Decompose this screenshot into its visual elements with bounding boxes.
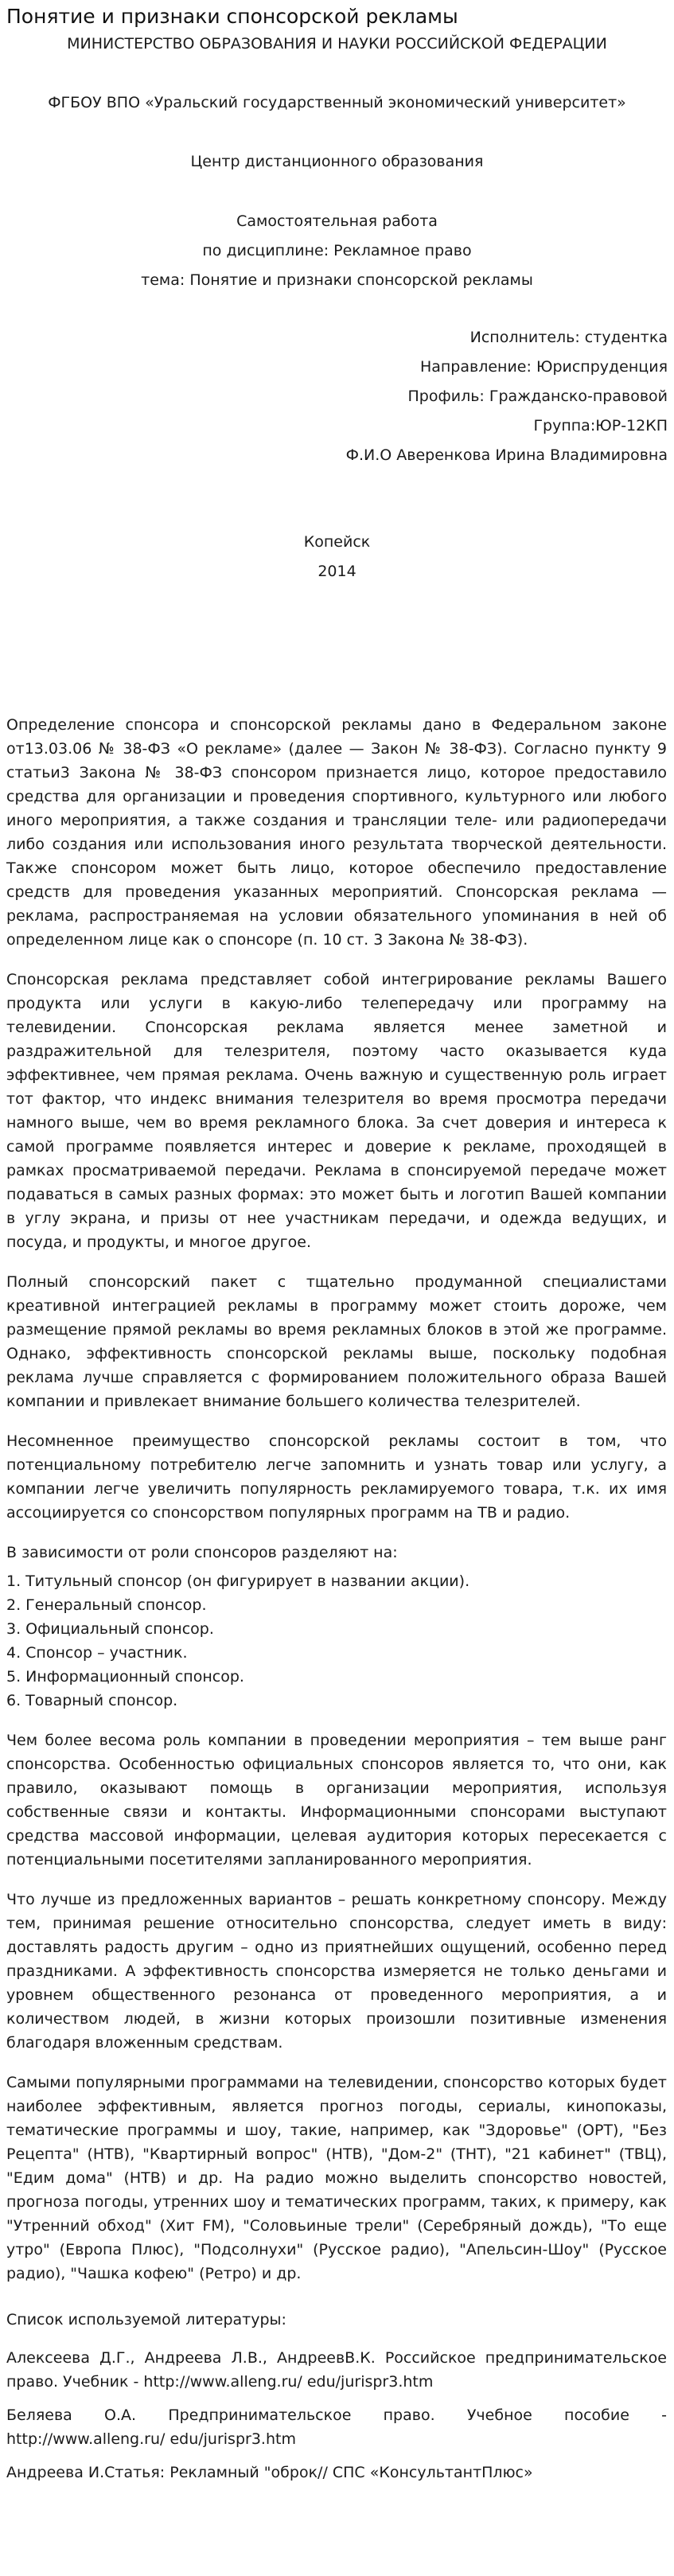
profile-line: Профиль: Гражданско-правовой — [407, 388, 668, 405]
paragraph: В зависимости от роли спонсоров разделяют на: — [6, 1544, 398, 1561]
discipline-line: по дисциплине: Рекламное право — [202, 242, 472, 259]
list-item: 2. Генеральный спонсор. — [6, 1596, 207, 1614]
ministry-line: МИНИСТЕРСТВО ОБРАЗОВАНИЯ И НАУКИ РОССИЙСКОЙ ФЕДЕРАЦИИ — [67, 35, 607, 53]
direction-line: Направление: Юриспруденция — [419, 358, 668, 376]
main-text — [6, 713, 667, 2301]
list-item: 3. Официальный спонсор. — [6, 1620, 214, 1638]
list-item: 4. Спонсор – участник. — [6, 1644, 188, 1662]
fio-line: Ф.И.О Аверенкова Ирина Владимировна — [345, 446, 668, 464]
document-title: Понятие и признаки спонсорской рекламы — [6, 5, 458, 28]
reference-item: Андреева И.Статья: Рекламный "оброк// СПС «КонсультантПлюс» — [6, 2464, 533, 2481]
center-line: Центр дистанционного образования — [190, 153, 484, 170]
paragraph: Несомненное преимущество спонсорской рекламы состоит в том, что потенциальному потребителю легче запомнить и узнать товар или услугу, а компании легче увеличить популярность рекламируемого товара, т.к. их имя ассоциируется со спонсорством популярных программ на ТВ и радио. — [6, 1432, 667, 1522]
paragraph: Самыми популярными программами на телевидении, спонсорство которых будет наиболее эффективным, является прогноз погоды, сериалы, кинопоказы, тематические программы и шоу, такие, например, как "Здоровье" (ОРТ), "Без Рецепта" (НТВ), "Квартирный вопрос" (НТВ), "Дом-2" (ТНТ), "21 кабинет" (ТВЦ), "Едим дома" (НТВ) и др. На радио можно выделить спонсорство новостей, прогноза погоды, утренних шоу и тематических программ, таких, к примеру, как "Утренний обход" (Хит FM), "Соловьиные трели" (Серебряный дождь), "То еще утро" (Европа Плюс), "Подсолнухи" (Русское радио), "Апельсин-Шоу" (Русское радио), "Чашка кофею" (Ретро) и др. — [6, 2074, 667, 2282]
list-item: 5. Информационный спонсор. — [6, 1668, 244, 1686]
paragraph: Спонсорская реклама представляет собой интегрирование рекламы Вашего продукта или услуги в какую-либо телепередачу или программу на телевидении. Спонсорская реклама является менее заметной и раздражительной для телезрителя, поэтому часто оказывается куда эффективнее, чем прямая реклама. Очень важную и существенную роль играет тот фактор, что индекс внимания телезрителя во время просмотра передачи намного выше, чем во время рекламного блока. За счет доверия и интереса к самой программе появляется интерес и доверие к рекламе, проходящей в рамках просматриваемой передачи. Реклама в спонсируемой передаче может подаваться в самых разных формах: это может быть и логотип Вашей компании в углу экрана, и призы от нее участникам передачи, и одежда ведущих, и посуда, и продукты, и многое другое. — [6, 971, 667, 1251]
topic-line: тема: Понятие и признаки спонсорской рекламы — [141, 271, 533, 289]
paragraph: Полный спонсорский пакет с тщательно продуманной специалистами креативной интеграцией рекламы в программу может стоить дороже, чем размещение прямой рекламы во время рекламных блоков в этой же программе. Однако, эффективность спонсорской рекламы выше, поскольку подобная реклама лучше справляется с формированием положительного образа Вашей компании и привлекает внимание большего количества телезрителей. — [6, 1273, 667, 1410]
references-section — [6, 2308, 667, 2494]
executor-line: Исполнитель: студентка — [469, 329, 668, 346]
reference-item: Алексеева Д.Г., Андреева Л.В., АндреевВ.К. Российское предпринимательское право. Учебник - http://www.alleng.ru/ edu/jurispr3.htm — [6, 2349, 667, 2391]
paragraph: Определение спонсора и спонсорской рекламы дано в Федеральном законе от13.03.06 № 38-ФЗ «О рекламе» (далее — Закон № 38-ФЗ). Согласно пункту 9 статьи3 Закона № 38-ФЗ спонсором признается лицо, которое предоставило средства для организации и проведения спортивного, культурного или любого иного мероприятия, а также создания и трансляции теле- или радиопередачи либо создания или использования иного результата творческой деятельности. Также спонсором может быть лицо, которое обеспечило предоставление средств для проведения указанных мероприятий. Спонсорская реклама — реклама, распространяемая на условии обязательного упоминания в ней об определенном лице как о спонсоре (п. 10 ст. 3 Закона № 38-ФЗ). — [6, 716, 667, 949]
reference-item: Беляева О.А. Предпринимательское право. Учебное пособие - http://www.alleng.ru/ edu/jurispr3.htm — [6, 2406, 667, 2448]
references-title: Список используемой литературы: — [6, 2311, 286, 2329]
list-item: 6. Товарный спонсор. — [6, 1692, 178, 1709]
city-line: Копейск — [303, 533, 371, 551]
university-line: ФГБОУ ВПО «Уральский государственный экономический университет» — [48, 94, 626, 111]
paragraph: Чем более весома роль компании в проведении мероприятия – тем выше ранг спонсорства. Особенностью официальных спонсоров является то, что они, как правило, оказывают помощь в организации мероприятия, используя собственные связи и контакты. Информационными спонсорами выступают средства массовой информации, целевая аудитория которых пересекается с потенциальными посетителями запланированного мероприятия. — [6, 1732, 667, 1869]
year-line: 2014 — [318, 563, 356, 580]
work-type-line: Самостоятельная работа — [236, 212, 438, 230]
group-line: Группа:ЮР-12КП — [533, 417, 668, 435]
paragraph: Что лучше из предложенных вариантов – решать конкретному спонсору. Между тем, принимая решение относительно спонсорства, следует иметь в виду: доставлять радость другим – одно из приятнейших ощущений, особенно перед праздниками. А эффективность спонсорства измеряется не только деньгами и уровнем общественного резонанса от проведенного мероприятия, а и количеством людей, в жизни которых произошли позитивные изменения благодаря вложенным средствам. — [6, 1891, 667, 2052]
list-item: 1. Титульный спонсор (он фигурирует в названии акции). — [6, 1572, 470, 1590]
sponsor-roles-list — [6, 1569, 667, 1713]
